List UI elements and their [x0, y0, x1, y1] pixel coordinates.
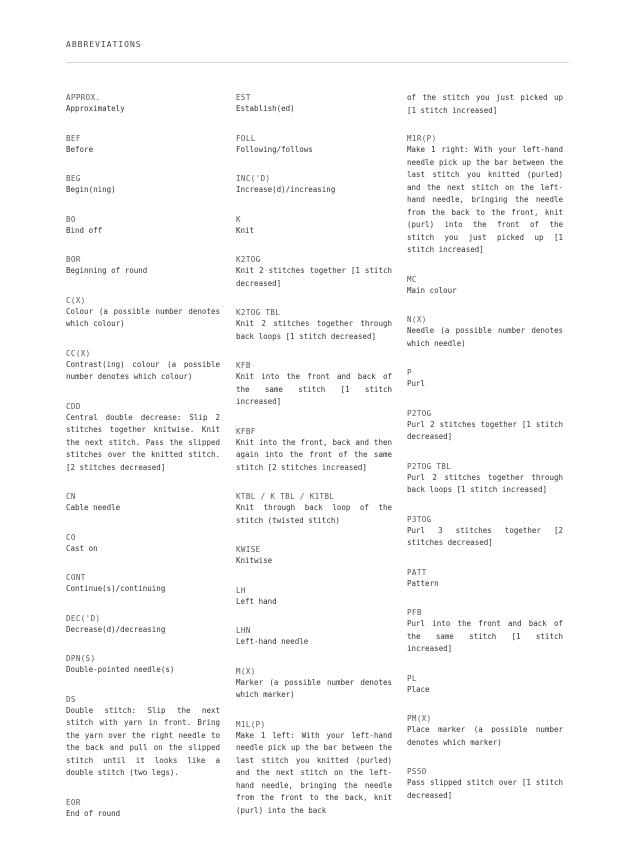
abbreviation-term: BEG [66, 174, 81, 183]
column-2 [236, 92, 392, 834]
abbreviation-entry [66, 572, 220, 596]
abbreviation-entry [236, 625, 392, 649]
abbreviation-definition: Knit through back loop of the stitch (twisted stitch) [236, 503, 392, 525]
abbreviation-term: LHN [236, 626, 251, 635]
abbreviation-entry [236, 666, 392, 702]
abbreviation-term: EST [236, 93, 251, 102]
abbreviation-definition: Marker (a possible number denotes which marker) [236, 677, 392, 699]
abbreviation-definition: Purl [407, 379, 426, 388]
abbreviation-term: LH [236, 585, 246, 595]
abbreviation-term: N(X) [407, 315, 427, 324]
abbreviation-entry [407, 461, 563, 497]
abbreviation-term: CONT [66, 573, 86, 582]
abbreviation-entry [66, 532, 220, 556]
abbreviation-definition: Knit into the front and back of the same stitch [1 stitch increased] [236, 372, 392, 406]
abbreviation-entry [236, 92, 392, 116]
abbreviation-definition: Decrease(d)/decreasing [66, 624, 166, 634]
abbreviation-entry [236, 214, 392, 238]
column-1 [66, 92, 220, 837]
abbreviation-definition: Contrast(ing) colour (a possible number denotes which colour) [66, 359, 220, 381]
abbreviation-term: P [407, 368, 412, 377]
abbreviation-entry [407, 274, 563, 298]
abbreviation-definition: Needle (a possible number denotes which needle) [407, 326, 563, 348]
abbreviation-definition: Beginning of round [66, 266, 148, 275]
abbreviation-definition: Double-pointed needle(s) [66, 665, 175, 674]
abbreviation-definition: Knit [236, 225, 255, 235]
abbreviation-definition: Establish(ed) [236, 104, 295, 113]
abbreviation-entry [236, 491, 392, 527]
column-3 [407, 92, 563, 819]
abbreviation-entry [407, 673, 563, 697]
abbreviation-definition: Begin(ning) [66, 185, 116, 194]
abbreviation-term: PSSO [407, 767, 427, 776]
abbreviation-entry [407, 367, 563, 391]
abbreviation-definition: Knit 2 stitches together through back loops [1 stitch decreased] [236, 319, 392, 341]
abbreviation-definition: Following/follows [236, 144, 313, 154]
abbreviation-term: MC [407, 274, 417, 284]
abbreviation-definition: Purl 2 stitches together through back loops [1 stitch increased] [407, 472, 563, 494]
abbreviation-definition: Make 1 right: With your left-hand needle pick up the bar between the last stitch you knitted (purled) and the next stitch on the left-hand needle, bringing the needle from the back to the front, knit (purl) into the front of the stitch you just picked up [1 stitch increased] [407, 145, 563, 254]
abbreviation-term: P2TOG TBL [407, 461, 452, 471]
abbreviation-entry [66, 491, 220, 515]
abbreviation-definition: Left-hand needle [236, 637, 309, 646]
abbreviation-definition: Purl 2 stitches together [1 stitch decreased] [407, 419, 563, 441]
abbreviation-term: INC('D) [236, 174, 271, 183]
abbreviation-definition: Approximately [66, 104, 125, 113]
abbreviation-entry [66, 797, 220, 821]
abbreviation-entry [236, 173, 392, 197]
abbreviation-term: K2TOG [236, 255, 261, 264]
abbreviation-entry [236, 719, 392, 818]
abbreviation-definition: Double stitch: Slip the next stitch with yarn in front. Bring the yarn over the right needle to the back and pull on the slipped stitch until it looks like a double stitch (two legs). [66, 705, 220, 777]
abbreviation-definition: Knit into the front, back and then again into the front of the same stitch [2 stitches increased] [236, 437, 392, 472]
abbreviation-term: DEC('D) [66, 613, 101, 623]
abbreviation-term: BO [66, 214, 76, 224]
abbreviation-entry [66, 348, 220, 384]
abbreviation-term: APPROX. [66, 93, 101, 102]
abbreviation-entry [236, 360, 392, 409]
abbreviation-entry [407, 607, 563, 656]
abbreviation-definition: Bind off [66, 225, 103, 235]
abbreviation-definition: Central double decrease: Slip 2 stitches together knitwise. Knit the next stitch. Pass the slipped stitches over the knitted stitch. [2 stitches decreased] [66, 412, 220, 472]
abbreviation-term: PL [407, 673, 417, 683]
abbreviation-term: CO [66, 532, 76, 542]
abbreviation-entry [66, 295, 220, 331]
abbreviation-entry [236, 254, 392, 290]
abbreviation-term: CN [66, 492, 76, 501]
abbreviation-term: M(X) [236, 666, 256, 676]
abbreviation-term: KFB [236, 361, 251, 370]
abbreviation-entry [66, 214, 220, 238]
abbreviation-term: DS [66, 694, 76, 704]
abbreviation-definition: End of round [66, 808, 121, 818]
abbreviation-entry [236, 544, 392, 568]
abbreviation-entry [407, 713, 563, 749]
abbreviation-term: CDD [66, 401, 81, 411]
abbreviation-entry [66, 254, 220, 278]
abbreviation-entry [407, 514, 563, 550]
abbreviation-term: M1R(P) [407, 134, 437, 143]
abbreviation-definition: Knitwise [236, 556, 273, 565]
abbreviation-entry [236, 585, 392, 609]
abbreviation-term: KFBF [236, 426, 256, 436]
abbreviation-entry [236, 307, 392, 343]
abbreviation-entry [66, 173, 220, 197]
abbreviation-definition: Left hand [236, 596, 277, 606]
abbreviation-definition: Purl into the front and back of the same stitch [1 stitch increased] [407, 619, 563, 653]
abbreviation-entry [66, 401, 220, 475]
abbreviation-definition: Cable needle [66, 503, 121, 512]
abbreviation-term: BEF [66, 133, 81, 143]
abbreviation-term: FOLL [236, 133, 256, 143]
continued-definition: of the stitch you just picked up [1 stitch increased] [407, 93, 563, 115]
abbreviation-definition: Continue(s)/continuing [66, 584, 166, 593]
abbreviation-term: KWISE [236, 545, 261, 554]
abbreviation-term: PM(X) [407, 714, 432, 723]
abbreviation-definition: Increase(d)/increasing [236, 185, 336, 194]
abbreviation-definition: Colour (a possible number denotes which colour) [66, 306, 220, 328]
abbreviation-entry [407, 408, 563, 444]
abbreviation-term: PATT [407, 567, 427, 577]
abbreviation-term: C(X) [66, 295, 86, 305]
abbreviation-term: DPN(S) [66, 654, 96, 663]
abbreviation-entry [236, 426, 392, 475]
abbreviation-term: CC(X) [66, 348, 91, 358]
abbreviation-entry [236, 133, 392, 157]
abbreviation-definition: Make 1 left: With your left-hand needle pick up the bar between the last stitch you knitted (purled) and the next stitch on the left-hand needle, bringing the needle from the front to the back, knit (purl) into the back [236, 730, 392, 815]
abbreviation-definition: Pass slipped stitch over [1 stitch decreased] [407, 778, 563, 800]
abbreviation-definition: Knit 2 stitches together [1 stitch decreased] [236, 266, 392, 288]
abbreviation-entry [66, 92, 220, 116]
abbreviation-entry [407, 314, 563, 350]
abbreviation-term: KTBL / K TBL / K1TBL [236, 492, 335, 501]
abbreviation-definition: Main colour [407, 285, 457, 295]
abbreviation-term: K2TOG TBL [236, 308, 281, 317]
abbreviation-entry [407, 133, 563, 257]
abbreviation-term: PFB [407, 608, 422, 617]
page-title: ABBREVIATIONS [66, 40, 142, 49]
abbreviation-term: M1L(P) [236, 719, 266, 729]
abbreviation-term: EOR [66, 797, 81, 807]
abbreviation-term: BOR [66, 255, 81, 264]
abbreviation-entry [66, 613, 220, 637]
abbreviation-entry [66, 653, 220, 677]
abbreviation-term: P3TOG [407, 514, 432, 524]
abbreviation-entry [66, 133, 220, 157]
abbreviation-definition: Place marker (a possible number denotes which marker) [407, 725, 563, 747]
header-divider [66, 62, 569, 63]
abbreviation-definition: Purl 3 stitches together [2 stitches decreased] [407, 525, 563, 547]
abbreviation-entry [66, 694, 220, 780]
abbreviation-definition: Place [407, 684, 430, 694]
abbreviation-term: P2TOG [407, 408, 432, 418]
abbreviation-definition: Pattern [407, 578, 439, 588]
abbreviation-definition: Before [66, 144, 94, 154]
abbreviation-term: K [236, 214, 241, 224]
abbreviation-definition: Cast on [66, 543, 98, 553]
abbreviation-entry [407, 766, 563, 802]
abbreviation-entry [407, 567, 563, 591]
